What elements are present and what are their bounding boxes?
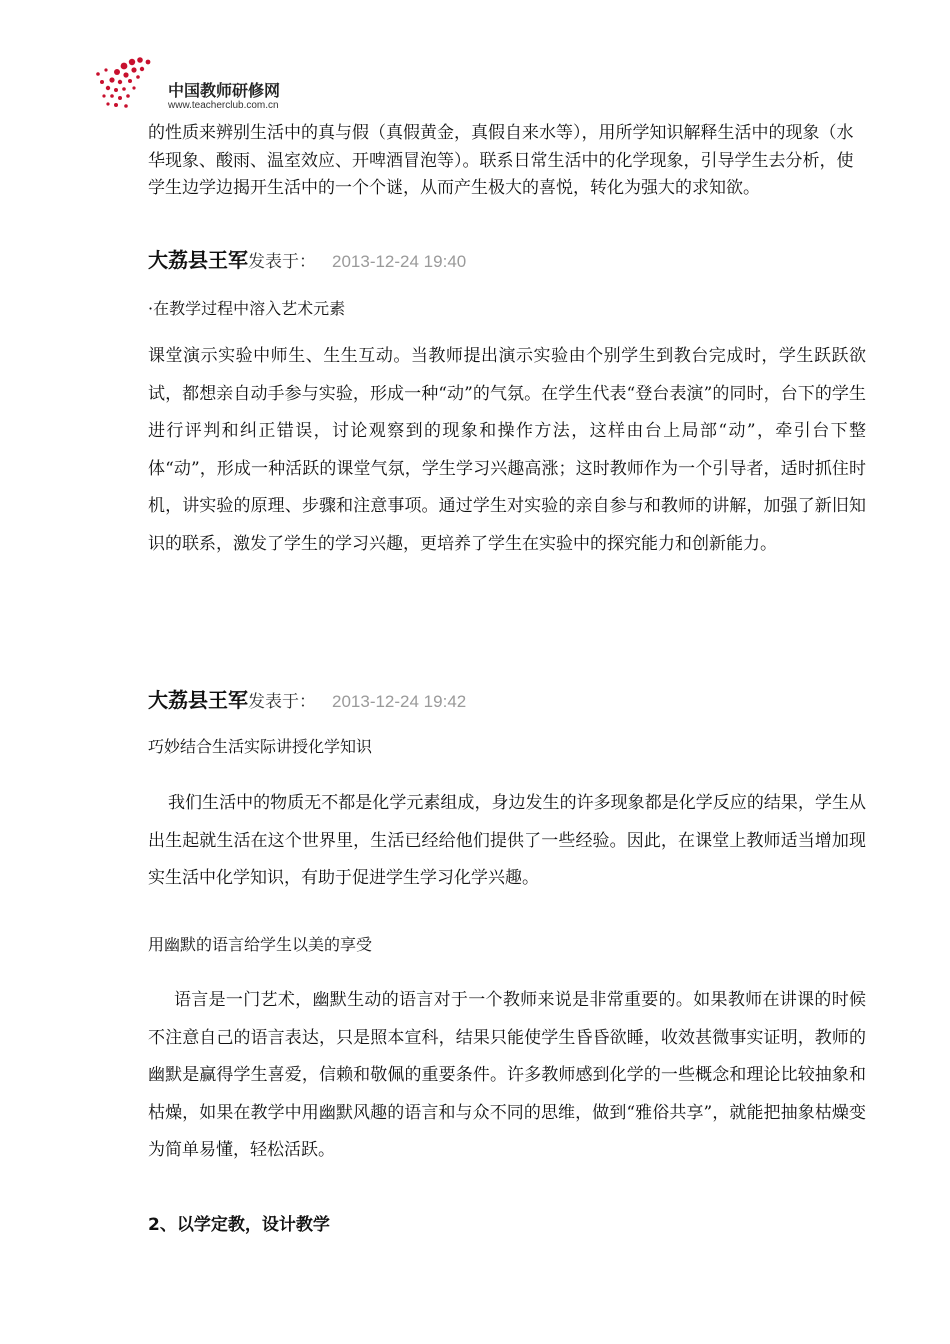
- logo-name: 中国教师研修网: [168, 81, 281, 100]
- site-logo[interactable]: [86, 48, 306, 120]
- intro-paragraph: [148, 120, 868, 203]
- post-subtitle: ·在教学过程中溶入艺术元素: [148, 299, 346, 318]
- post-time: 2013-12-24 19:40: [332, 252, 467, 271]
- intro-text: 的性质来辨别生活中的真与假（真假黄金，真假自来水等），用所学知识解释生活中的现象（水华现象、酸雨、温室效应、开啤酒冒泡等）。联系日常生活中的化学现象，引导学生去分析，使学生边学边揭开生活中的一个个谜，从而产生极大的喜悦，转化为强大的求知欲。: [148, 123, 854, 198]
- post-body-text: 我们生活中的物质无不都是化学元素组成，身边发生的许多现象都是化学反应的结果，学生从出生起就生活在这个世界里，生活已经给他们提供了一些经验。因此，在课堂上教师适当增加现实生活中化学知识，有助于促进学生学习化学兴趣。: [148, 793, 866, 888]
- post-author[interactable]: 大荔县王军: [148, 248, 248, 272]
- logo-url: www.teacherclub.com.cn: [168, 100, 279, 111]
- post-body-text: 课堂演示实验中师生、生生互动。当教师提出演示实验由个别学生到教台完成时，学生跃跃欲试，都想亲自动手参与实验，形成一种“动”的气氛。在学生代表“登台表演”的同时，台下的学生进行评判和纠正错误，讨论观察到的现象和操作方法，这样由台上局部“动”，牵引台下整体“动”，形成一种活跃的课堂气氛，学生学习兴趣高涨；这时教师作为一个引导者，适时抓住时机，讲实验的原理、步骤和注意事项。通过学生对实验的亲自参与和教师的讲解，加强了新旧知识的联系，激发了学生的学习兴趣，更培养了学生在实验中的探究能力和创新能力。: [148, 346, 866, 554]
- post-body: [148, 785, 866, 898]
- post-header: [148, 684, 466, 713]
- post-body-2: [148, 982, 866, 1170]
- post-time: 2013-12-24 19:42: [332, 692, 467, 711]
- section-heading: 2、以学定教，设计教学: [148, 1215, 330, 1235]
- post-header: [148, 244, 466, 273]
- post-body: [148, 338, 866, 563]
- post-author[interactable]: 大荔县王军: [148, 688, 248, 712]
- posted-label: 发表于：: [248, 692, 316, 712]
- post-subtitle: 巧妙结合生活实际讲授化学知识: [148, 737, 373, 756]
- logo-swirl-icon: [86, 48, 166, 120]
- post-subtitle-2: 用幽默的语言给学生以美的享受: [148, 935, 373, 954]
- post-body-2-text: 语言是一门艺术，幽默生动的语言对于一个教师来说是非常重要的。如果教师在讲课的时候不注意自己的语言表达，只是照本宣科，结果只能使学生昏昏欲睡，收效甚微事实证明，教师的幽默是赢得学生喜爱，信赖和敬佩的重要条件。许多教师感到化学的一些概念和理论比较抽象和枯燥，如果在教学中用幽默风趣的语言和与众不同的思维，做到“雅俗共享”，就能把抽象枯燥变为简单易懂，轻松活跃。: [148, 990, 866, 1160]
- posted-label: 发表于：: [248, 252, 316, 272]
